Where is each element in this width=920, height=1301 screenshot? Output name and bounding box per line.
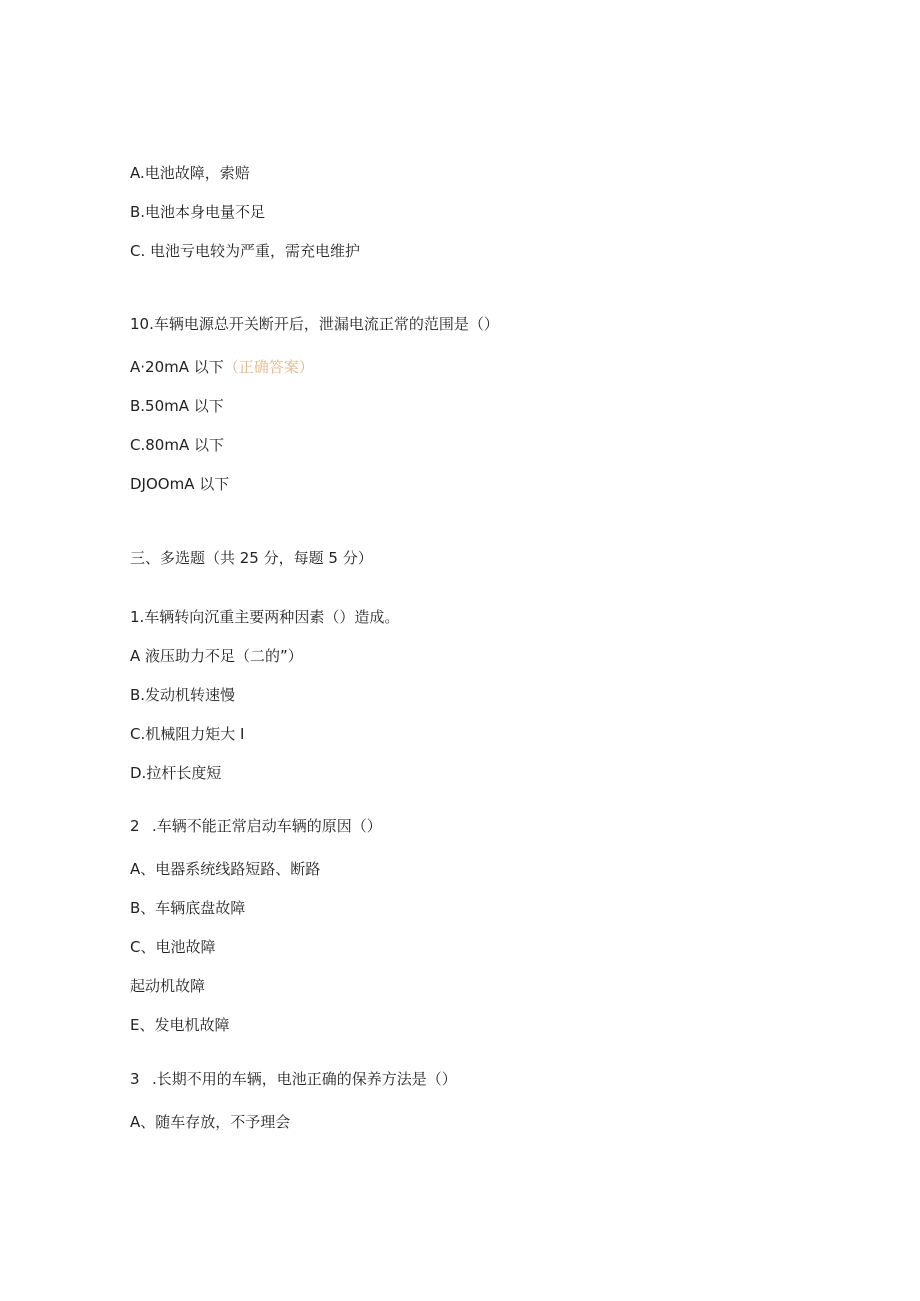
mq2-question: .车辆不能正常启动车辆的原因（） [152,817,382,835]
q10-option-d: DJOOmA 以下 [130,475,230,493]
mq2-option-e: E、发电机故障 [130,1016,230,1034]
mq2-option-c: C、电池故障 [130,938,216,956]
correct-answer-note: （正确答案） [223,358,314,376]
mq2-option-b: B、车辆底盘故障 [130,899,246,917]
q9-option-b: B.电池本身电量不足 [130,203,266,221]
mq1-option-b: B.发动机转速慢 [130,686,236,704]
mq3-option-a: A、随车存放，不予理会 [130,1113,291,1131]
mq2-question-line [130,816,382,836]
mq3-question-line [130,1069,457,1089]
mq1-option-d: D.拉杆长度短 [130,764,222,782]
mq2-number: 2 [130,817,140,835]
mq1-question: 1.车辆转向沉重主要两种因素（）造成。 [130,608,400,626]
mq2-option-a: A、电器系统线路短路、断路 [130,860,321,878]
q10-option-c: C.80mA 以下 [130,436,224,454]
section-heading: 三、多选题（共 25 分，每题 5 分） [130,549,373,567]
mq3-number: 3 [130,1070,140,1088]
mq1-option-a: A 液压助力不足（二的”） [130,647,303,665]
q10-option-b: B.50mA 以下 [130,397,224,415]
mq3-question: .长期不用的车辆，电池正确的保养方法是（） [152,1070,457,1088]
q10-option-a [130,357,314,377]
q10-question: 10.车辆电源总开关断开后，泄漏电流正常的范围是（） [130,315,499,333]
mq1-option-c: C.机械阻力矩大 I [130,725,245,743]
q9-option-a: A.电池故障，索赔 [130,164,250,182]
q10-option-a-text: A·20mA 以下 [130,358,224,376]
q9-option-c: C. 电池亏电较为严重，需充电维护 [130,242,361,260]
mq2-option-d: 起动机故障 [130,977,206,995]
